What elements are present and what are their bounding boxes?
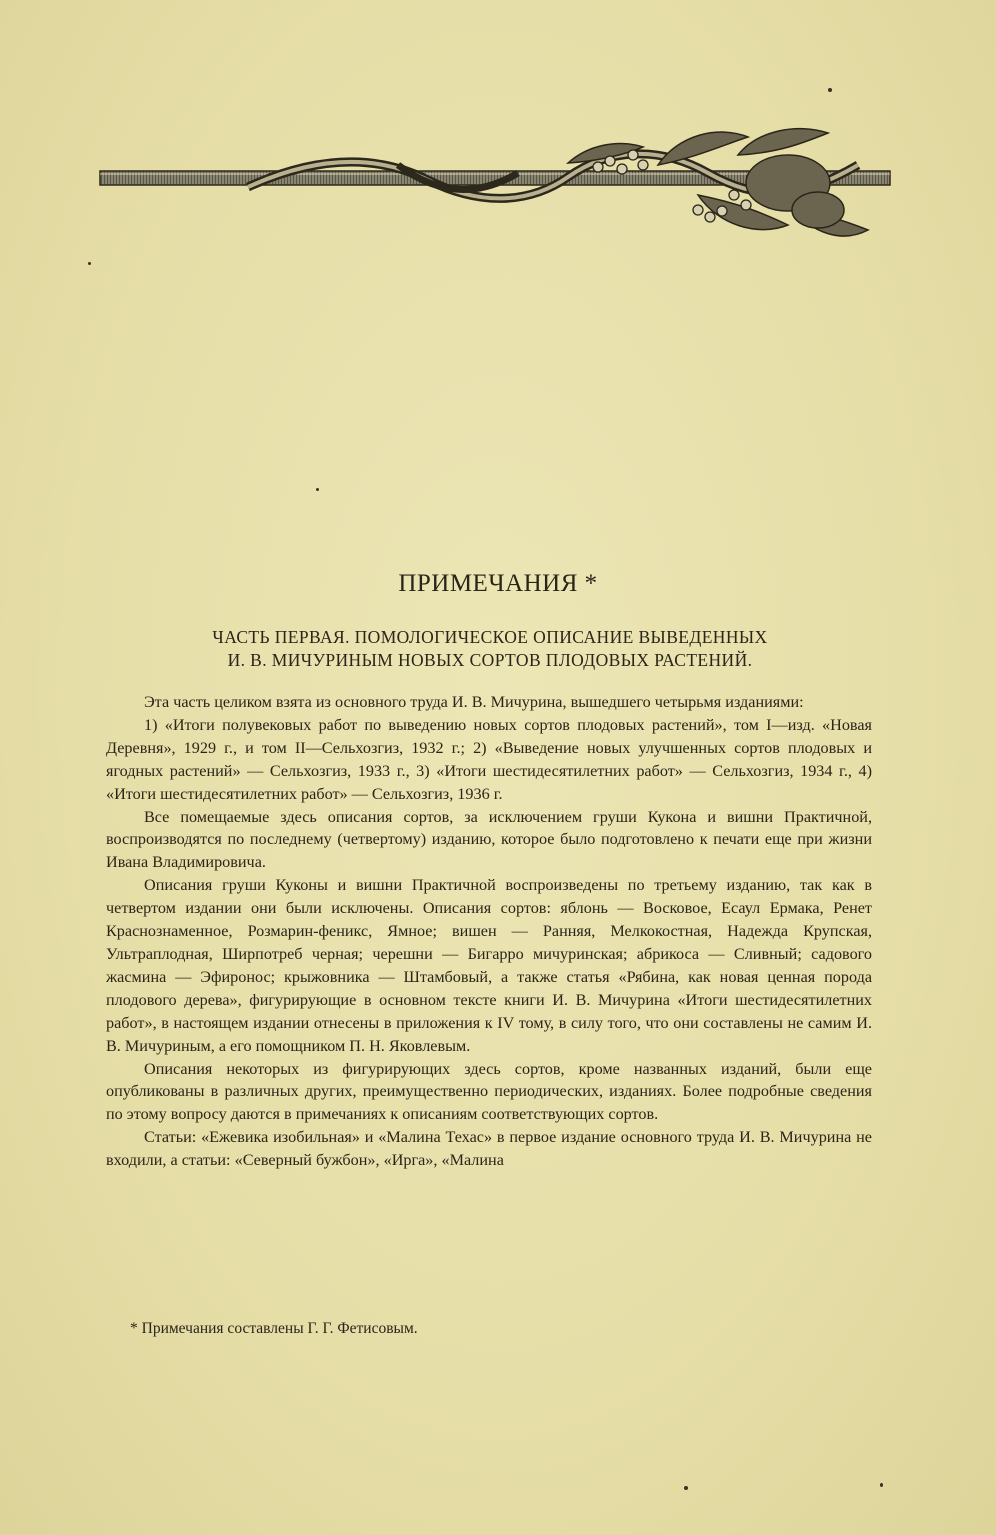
speck	[88, 262, 91, 265]
section-subtitle	[120, 626, 860, 672]
paragraph: 1) «Итоги полувековых работ по выведению новых сортов плодовых растений», том I—изд. «Новая Деревня», 1929 г., и том II—Сельхозгиз, 1932 г.; 2) «Выведение новых улучшенных сортов плодовых и ягодных растений» — Сельхозгиз, 1933 г., 3) «Итоги шестидесятилетних работ» — Сельхозгиз, 1934 г., 4) «Итоги шестидесятилетних работ» — Сельхозгиз, 1936 г.	[106, 715, 872, 803]
subtitle-line-2: И. В. МИЧУРИНЫМ НОВЫХ СОРТОВ ПЛОДОВЫХ РАСТЕНИЙ.	[227, 650, 753, 670]
speck	[880, 1483, 883, 1487]
vine-ornament	[98, 125, 893, 245]
body-text	[106, 691, 872, 1172]
speck	[828, 88, 832, 92]
speck	[316, 488, 319, 491]
paragraph: Статьи: «Ежевика изобильная» и «Малина Техас» в первое издание основного труда И. В. Мичурина не входили, а статьи: «Северный бужбон», «Ирга», «Малина	[106, 1128, 872, 1170]
paragraph: Эта часть целиком взята из основного труда И. В. Мичурина, вышедшего четырьмя изданиями:	[144, 693, 804, 711]
speck	[684, 1486, 688, 1490]
paragraph: Описания некоторых из фигурирующих здесь сортов, кроме названных изданий, были еще опубликованы в различных других, преимущественно периодических, изданиях. Более подробные сведения по этому вопросу даются в примечаниях к описаниям соответствующих сортов.	[106, 1059, 872, 1124]
paragraph: Все помещаемые здесь описания сортов, за исключением груши Кукона и вишни Практичной, воспроизводятся по последнему (четвертому) изданию, которое было подготовлено к печати еще при жизни Ивана Владимировича.	[106, 807, 872, 872]
page-title: ПРИМЕЧАНИЯ *	[398, 570, 598, 597]
subtitle-line-1: ЧАСТЬ ПЕРВАЯ. ПОМОЛОГИЧЕСКОЕ ОПИСАНИЕ ВЫВЕДЕННЫХ	[212, 627, 768, 647]
paragraph: Описания груши Куконы и вишни Практичной воспроизведены по третьему изданию, так как в четвертом издании они были исключены. Описания сортов: яблонь — Восковое, Есаул Ермака, Ренет Краснознаменное, Розмарин-феникс, Ямное; вишен — Ранняя, Мелкокостная, Надежда Крупская, Ультраплодная, Ширпотреб черная; черешни — Бигарро мичуринская; абрикоса — Сливный; садового жасмина — Эфиронос; крыжовника — Штамбовый, а также статья «Рябина, как новая ценная порода плодового дерева», фигурирующие в основном тексте книги И. В. Мичурина «Итоги шестидесятилетних работ», в настоящем издании отнесены в приложения к IV тому, в силу того, что они составлены не самим И. В. Мичуриным, а его помощником П. Н. Яковлевым.	[106, 876, 872, 1055]
footnote: * Примечания составлены Г. Г. Фетисовым.	[130, 1320, 418, 1337]
